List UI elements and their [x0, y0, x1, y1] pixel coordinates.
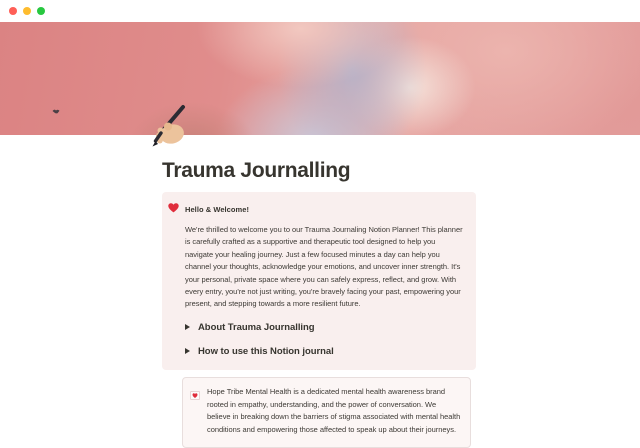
toggle-label: How to use this Notion journal	[198, 345, 334, 357]
welcome-callout-heading[interactable]: Hello & Welcome!	[185, 204, 250, 214]
welcome-callout	[162, 192, 476, 370]
minimize-button[interactable]	[23, 7, 31, 15]
toggle-label: About Trauma Journalling	[198, 321, 315, 333]
window-titlebar	[0, 0, 640, 22]
love-letter-icon	[190, 387, 200, 405]
toggle-about-trauma-journalling[interactable]	[185, 322, 464, 333]
page-content	[162, 157, 476, 448]
toggle-arrow-icon	[185, 324, 190, 330]
page-icon-writing-hand[interactable]	[146, 104, 194, 152]
bird-silhouette-icon	[52, 101, 60, 119]
red-heart-icon	[168, 200, 179, 218]
page-cover-image[interactable]	[0, 22, 640, 135]
maximize-button[interactable]	[37, 7, 45, 15]
welcome-callout-body[interactable]: We're thrilled to welcome you to our Trauma Journaling Notion Planner! This planner is carefully crafted as a supportive and therapeutic tool designed to help you navigate your healing journey. Just a few focused minutes a day can help you channel your thoughts, acknowledge your emotions, and uncover inner strength. It's your personal, private space where you can safely express, reflect, and grow. With every entry, you're not just writing, you're bravely facing your past, empowering your present, and stepping towards a more resilient future.	[185, 225, 463, 309]
page-title[interactable]: Trauma Journalling	[162, 159, 351, 182]
brand-callout-body[interactable]: Hope Tribe Mental Health is a dedicated mental health awareness brand rooted in empathy, understanding, and the power of conversation. We believe in breaking down the barriers of stigma associated with mental health conditions and empowering those affected to speak up about their journeys.	[207, 386, 461, 435]
toggle-arrow-icon	[185, 348, 190, 354]
close-button[interactable]	[9, 7, 17, 15]
welcome-callout-heading-row	[168, 200, 464, 218]
brand-callout	[182, 377, 471, 448]
toggle-how-to-use-journal[interactable]	[185, 346, 464, 357]
